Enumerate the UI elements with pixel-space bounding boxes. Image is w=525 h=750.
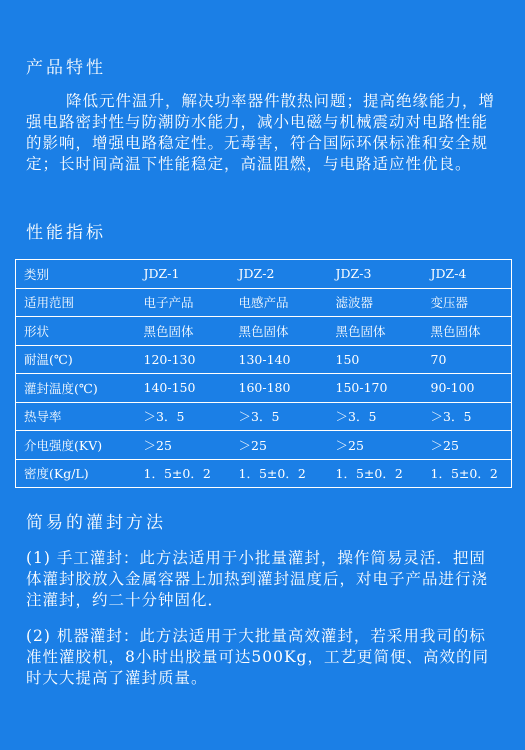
table-cell: ＞25 (328, 431, 423, 460)
table-cell: ＞3．5 (423, 402, 512, 431)
table-row (16, 288, 512, 317)
table-cell: 1．5±0．2 (231, 459, 328, 488)
table-cell: JDZ-1 (136, 260, 231, 289)
performance-heading: 性能指标 (26, 223, 106, 243)
table-cell: 黑色固体 (231, 317, 328, 346)
table-cell: 150 (328, 345, 423, 374)
table-cell: 140-150 (136, 374, 231, 403)
table-row (16, 317, 512, 346)
table-cell: 滤波器 (328, 288, 423, 317)
table-cell: 1．5±0．2 (136, 459, 231, 488)
table-cell: ＞25 (136, 431, 231, 460)
table-row (16, 345, 512, 374)
table-cell: 130-140 (231, 345, 328, 374)
table-cell: ＞3．5 (231, 402, 328, 431)
table-cell: ＞3．5 (136, 402, 231, 431)
table-cell: 120-130 (136, 345, 231, 374)
table-row (16, 374, 512, 403)
features-paragraph: 降低元件温升，解决功率器件散热问题；提高绝缘能力，增强电路密封性与防潮防水能力，减小电磁与机械震动对电路性能的影响，增强电路稳定性。无毒害，符合国际环保标准和安全规定；长时间高温下性能稳定，高温阻燃，与电路适应性优良。 (26, 92, 496, 173)
table-cell: 黑色固体 (136, 317, 231, 346)
table-cell: 电感产品 (231, 288, 328, 317)
features-heading: 产品特性 (26, 58, 106, 78)
table-cell: JDZ-2 (231, 260, 328, 289)
performance-table (15, 259, 512, 488)
method-step-2: (2) 机器灌封：此方法适用于大批量高效灌封，若采用我司的标准性灌胶机，8小时出胶量可达500Kg，工艺更简便、高效的同时大大提高了灌封质量。 (26, 627, 489, 687)
method-heading: 简易的灌封方法 (26, 513, 166, 533)
table-cell: 1．5±0．2 (328, 459, 423, 488)
table-cell: 1．5±0．2 (423, 459, 512, 488)
table-cell: 变压器 (423, 288, 512, 317)
row-label: 耐温(℃) (16, 345, 136, 374)
table-cell: 160-180 (231, 374, 328, 403)
table-row (16, 431, 512, 460)
row-label: 热导率 (16, 402, 136, 431)
row-label: 密度(Kg/L) (16, 459, 136, 488)
table-cell: 70 (423, 345, 512, 374)
table-row (16, 402, 512, 431)
row-label: 适用范围 (16, 288, 136, 317)
table-cell: 90-100 (423, 374, 512, 403)
table-cell: 150-170 (328, 374, 423, 403)
table-cell: JDZ-4 (423, 260, 512, 289)
table-cell: ＞25 (423, 431, 512, 460)
row-label: 类别 (16, 260, 136, 289)
row-label: 形状 (16, 317, 136, 346)
row-label: 介电强度(KV) (16, 431, 136, 460)
table-cell: 黑色固体 (423, 317, 512, 346)
row-label: 灌封温度(℃) (16, 374, 136, 403)
table-cell: 黑色固体 (328, 317, 423, 346)
table-row (16, 260, 512, 289)
table-cell: JDZ-3 (328, 260, 423, 289)
table-cell: ＞25 (231, 431, 328, 460)
table-cell: 电子产品 (136, 288, 231, 317)
table-cell: ＞3．5 (328, 402, 423, 431)
method-step-1: (1) 手工灌封：此方法适用于小批量灌封，操作简易灵活．把固体灌封胶放入金属容器上加热到灌封温度后，对电子产品进行浇注灌封，约二十分钟固化． (26, 549, 489, 609)
table-row (16, 459, 512, 488)
